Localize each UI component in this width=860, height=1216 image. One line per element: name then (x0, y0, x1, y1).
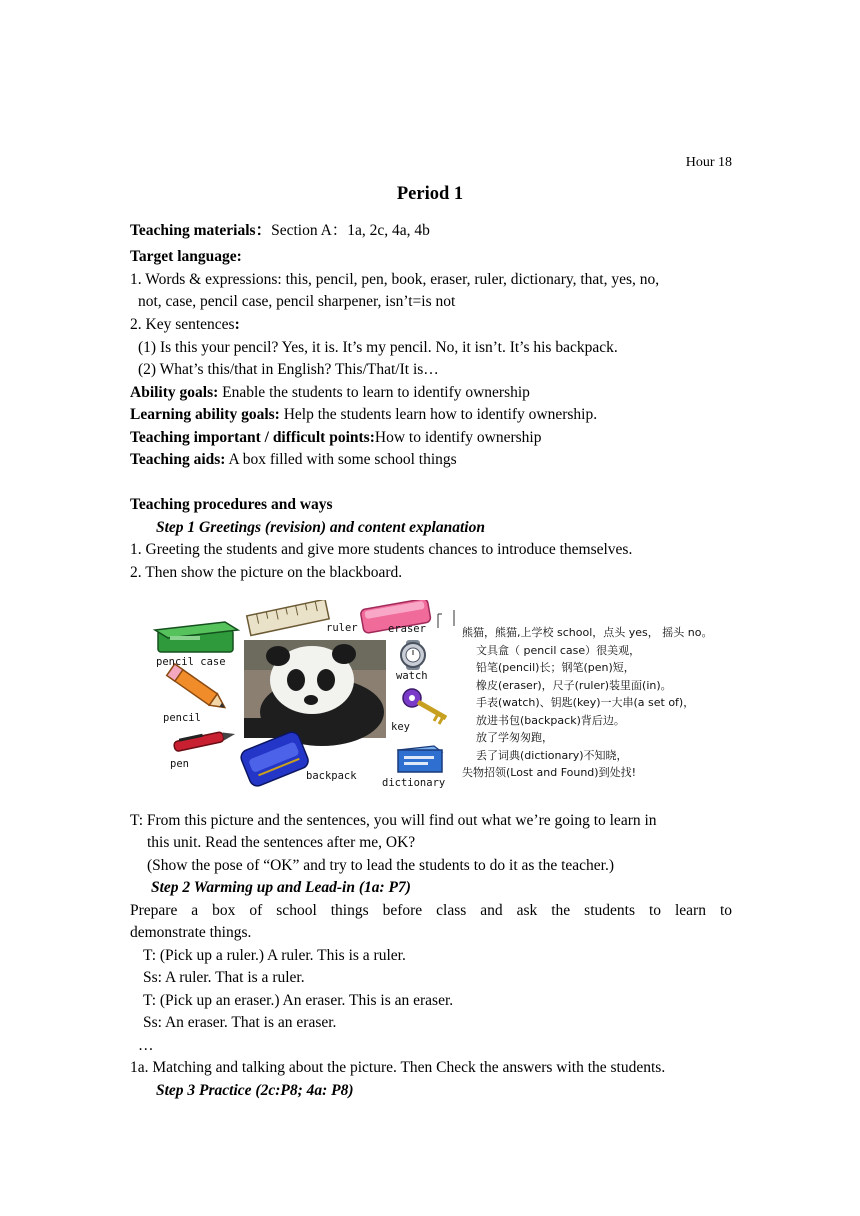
key-sentences-text: 2. Key sentences (130, 316, 235, 333)
teacher-line-1: T: From this picture and the sentences, you will find out what we’re going to learn in (130, 812, 657, 829)
label-backpack: backpack (306, 770, 357, 782)
poem-line: 文具盒（ pencil case）很美观， (476, 643, 641, 657)
backpack-icon (239, 730, 311, 788)
step1-heading: Step 1 Greetings (revision) and content explanation (156, 519, 485, 536)
target-language-label: Target language: (130, 248, 242, 265)
label-ruler: ruler (326, 622, 358, 634)
poem-line: 熊猫，熊猫,上学校 school，点头 yes， 摇头 no。 (462, 626, 713, 639)
label-watch: watch (396, 670, 428, 682)
poem-line: 橡皮(eraser)，尺子(ruler)装里面(in)。 (476, 678, 672, 692)
label-eraser: eraser (388, 623, 426, 635)
label-pencil: pencil (163, 712, 201, 724)
important-points-label: Teaching important / difficult points: (130, 429, 375, 446)
dialogue-line-1: T: (Pick up a ruler.) A ruler. This is a ruler. (143, 947, 406, 964)
dictionary-icon (398, 746, 442, 772)
important-points-text: How to identify ownership (374, 429, 542, 446)
step2-paragraph-3: 1a. Matching and talking about the picture. Then Check the answers with the students. (130, 1059, 666, 1076)
panda-poem (462, 624, 712, 782)
page-title: Period 1 (396, 184, 464, 204)
teaching-aids-label: Teaching aids: (130, 451, 226, 468)
dialogue-line-4: Ss: An eraser. That is an eraser. (143, 1014, 337, 1031)
key-sentence-2: (2) What’s this/that in English? This/That/It is… (138, 361, 439, 378)
step1-paragraph-1: 1. Greeting the students and give more students chances to introduce themselves. (130, 541, 633, 558)
dialogue-ellipsis: … (138, 1037, 154, 1054)
pen-icon (173, 727, 236, 752)
learning-ability-text: Help the students learn how to identify ownership. (279, 406, 598, 423)
step2-paragraph-1: Prepare a box of school things before class and ask the students to learn to (130, 902, 732, 919)
ability-goals-text: Enable the students to learn to identify ownership (218, 384, 530, 401)
ability-goals-label: Ability goals: (130, 384, 219, 401)
key-icon (403, 689, 446, 724)
step3-heading: Step 3 Practice (2c:P8; 4a: P8) (156, 1082, 354, 1099)
materials-label: Teaching materials： (130, 222, 272, 239)
step2-paragraph-2: demonstrate things. (130, 924, 252, 941)
pencil-icon (167, 664, 229, 713)
key-sentence-1: (1) Is this your pencil? Yes, it is. It’s my pencil. No, it isn’t. It’s his backpack. (138, 339, 618, 356)
teacher-line-3: (Show the pose of “OK” and try to lead the students to do it as the teacher.) (147, 857, 615, 874)
ruler-icon (247, 600, 329, 635)
poem-line: 放进书包(backpack)背后边。 (476, 713, 625, 727)
key-sentences-label (130, 315, 735, 335)
teaching-aids-text: A box filled with some school things (225, 451, 457, 468)
dialogue-line-2: Ss: A ruler. That is a ruler. (143, 969, 305, 986)
label-key: key (391, 721, 410, 733)
learning-ability-label: Learning ability goals: (130, 406, 280, 423)
label-pencil-case: pencil case (156, 656, 226, 668)
pencil-case-icon (155, 622, 238, 652)
poem-line: 手表(watch)、钥匙(key)一大串(a set of)， (476, 696, 695, 709)
dialogue-line-3: T: (Pick up an eraser.) An eraser. This is an eraser. (143, 992, 454, 1009)
procedures-heading: Teaching procedures and ways (130, 496, 333, 513)
poem-line: 铅笔(pencil)长；钢笔(pen)短， (476, 661, 635, 674)
key-sentences-colon: : (234, 316, 240, 333)
words-line-2: not, case, pencil case, pencil sharpener, isn’t=is not (138, 293, 456, 310)
poem-line: 失物招领(Lost and Found)到处找! (462, 766, 636, 779)
poem-line: 放了学匆匆跑， (476, 731, 553, 744)
words-line-1: 1. Words & expressions: this, pencil, pen, book, eraser, ruler, dictionary, that, yes, no, (130, 271, 660, 288)
teacher-line-2: this unit. Read the sentences after me, OK? (147, 834, 416, 851)
label-dictionary: dictionary (382, 777, 446, 789)
step2-heading: Step 2 Warming up and Lead-in (1a: P7) (151, 879, 411, 896)
learning-ability-line (130, 405, 735, 425)
important-points-line (130, 428, 735, 448)
materials-line (130, 221, 735, 241)
label-pen: pen (170, 758, 189, 770)
watch-icon (401, 640, 425, 670)
panda-photo (244, 640, 386, 746)
poem-line: 丢了词典(dictionary)不知晓， (476, 748, 628, 762)
teaching-aids-line (130, 450, 735, 470)
materials-text: Section A：1a, 2c, 4a, 4b (271, 222, 430, 239)
ability-goals-line (130, 383, 735, 403)
school-things-figure (150, 600, 720, 795)
step1-paragraph-2: 2. Then show the picture on the blackboard. (130, 564, 403, 581)
hour-label: Hour 18 (685, 155, 732, 170)
